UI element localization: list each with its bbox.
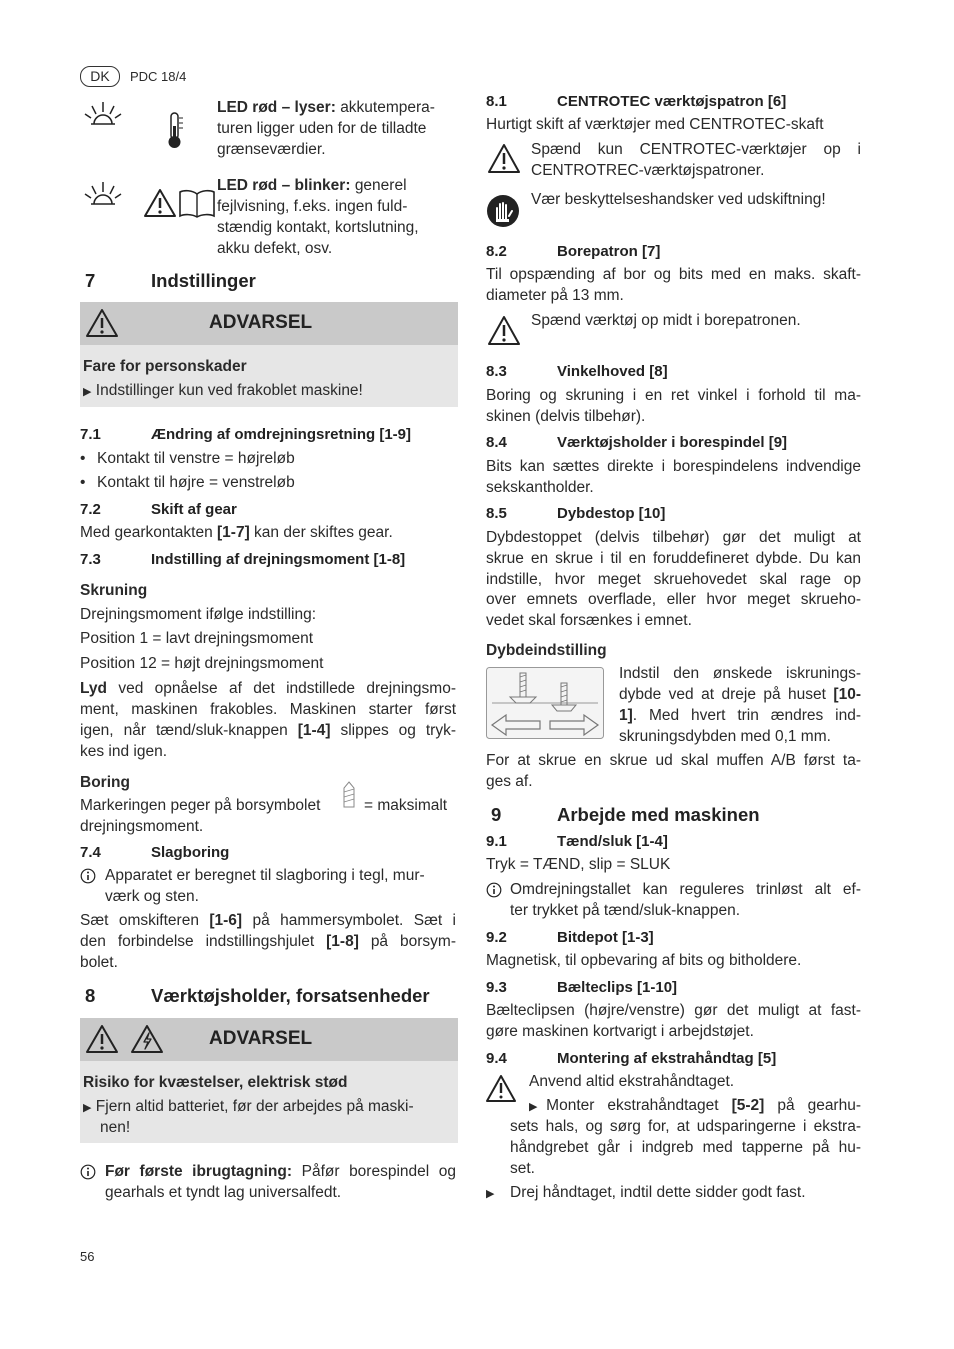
section-title: Ændring af omdrejningsretning [1-9] [151,426,412,443]
warning-text: set. [510,1160,535,1177]
warning-box-header [80,302,458,345]
subheading-skruning: Skruning [80,582,148,599]
paragraph: vedet skal forsænkes i emnet. [486,612,692,629]
warning-text: håndgrebet går i indgreb med tapperne på hu- [510,1139,861,1156]
paragraph: 1]. Med hvert trin ændres ind- [619,707,861,724]
warning-box-header [80,1018,458,1061]
info-text: Apparatet er beregnet til slagboring i tegl, mur- [105,867,425,884]
led-light-icon [83,100,123,132]
warning-title: Fare for personskader [83,358,247,375]
paragraph: Bælteclipsen (højre/venstre) gør det muligt at fast- [486,1002,861,1019]
paragraph: Til opspænding af bor og bits med en maks. skaft- [486,266,861,283]
section-number: 8 [85,985,96,1006]
paragraph: diameter på 13 mm. [486,287,624,304]
page-number: 56 [80,1249,95,1264]
arrow-bullet-icon: ▶ [529,1101,547,1113]
section-number: 8.5 [486,505,507,522]
warning-item [83,380,363,403]
paragraph: For at skrue en skrue ud skal muffen A/B først ta- [486,752,861,769]
paragraph: den forbindelse indstillingshjulet [1-8] på borsym- [80,933,456,950]
section-title: Dybdestop [10] [557,505,666,522]
section-number: 7.1 [80,426,101,443]
electric-shock-icon [130,1024,164,1054]
warning-icon [143,188,177,218]
led-steady-line1 [217,97,435,118]
depth-adjust-illustration [486,667,604,739]
section-title: Bitdepot [1-3] [557,929,654,946]
paragraph: Boring og skruning i en ret vinkel i forhold til ma- [486,387,861,404]
section-title: Værktøjsholder, forsatsenheder [151,985,430,1006]
led-steady-line3: grænseværdier. [217,141,326,158]
info-text: Før første ibrugtagning: Påfør borespindel og [105,1163,457,1180]
warning-icon [485,1074,517,1104]
thermometer-icon [165,112,185,150]
paragraph: skinen (delvis tilbehør). [486,408,646,425]
warning-icon [487,143,521,175]
paragraph: Position 12 = højt drejningsmoment [80,655,324,672]
paragraph: Med gearkontakten [1-7] kan der skiftes gear. [80,524,393,541]
paragraph: Hurtigt skift af værktøjer med CENTROTEC-skaft [486,116,824,133]
section-number: 7.4 [80,844,101,861]
info-text: ter trykket på tænd/sluk-knappen. [510,902,741,919]
warning-label: ADVARSEL [209,1028,313,1049]
paragraph: sekskantholder. [486,479,594,496]
section-number: 8.4 [486,434,507,451]
led-steady-label: LED rød – lyser: [217,99,336,116]
warning-item-text: Indstillinger kun ved frakoblet maskine! [95,382,363,399]
section-title: Indstilling af drejningsmoment [1-8] [151,551,406,568]
info-text: gearhals et tyndt lag universalfedt. [105,1184,342,1201]
section-number: 8.2 [486,243,507,260]
paragraph: over emnets overflade, eller hvor meget skrueho- [486,591,861,608]
subheading-boring: Boring [80,774,130,791]
paragraph: = maksimalt [364,797,448,814]
paragraph: gøre maskinen kortvarigt i arbejdstøjet. [486,1023,754,1040]
section-number: 8.1 [486,93,507,110]
warning-box-s8 [80,1018,458,1143]
paragraph: kes ind igen. [80,743,168,760]
arrow-bullet-icon: ▶ [486,1188,495,1200]
info-icon [486,882,502,898]
paragraph: Indstil den ønskede iskrunings- [619,665,861,682]
paragraph: ment, maskinen frakobles. Maskinen starter først [80,701,456,718]
led-blink-line4: akku defekt, osv. [217,240,333,257]
manual-book-icon [178,188,216,218]
warning-icon [85,308,119,338]
paragraph: skrue en skrue i til en foruddefineret dybde. Du kan [486,550,861,567]
section-title: Vinkelhoved [8] [557,363,668,380]
section-title: Arbejde med maskinen [557,804,760,825]
warning-text: ▶Monter ekstrahåndtaget [5-2] på gearhu- [529,1097,862,1114]
paragraph: ges af. [486,773,533,790]
warning-text: Spænd kun CENTROTEC-værktøjer op i [531,141,861,158]
model-name: PDC 18/4 [130,69,187,84]
arrow-bullet-icon: ▶ [83,386,92,398]
section-number: 7 [85,270,96,291]
led-blink-icon [83,180,123,212]
language-badge [80,66,120,87]
paragraph: skruningsdybden med 0,1 mm. [619,728,831,745]
list-item: ▶ Drej håndtaget, indtil dette sidder godt fast. [486,1182,806,1205]
section-title: Montering af ekstrahåndtag [5] [557,1050,777,1067]
paragraph: bolet. [80,954,118,971]
section-number: 9 [491,804,502,825]
subheading-dybdeindstilling: Dybdeindstilling [486,642,607,659]
info-icon [80,868,96,884]
paragraph: dybde ved at dreje på huset [10- [619,686,861,703]
language-code: DK [90,68,110,84]
list-item: • Kontakt til højre = venstreløb [80,474,295,491]
paragraph: Tryk = TÆND, slip = SLUK [486,856,671,873]
led-blink-line2: fejlvisning, f.eks. ingen fuld- [217,198,408,215]
led-blink-line3: stændig kontakt, kortslutning, [217,219,419,236]
drill-bit-icon [342,781,356,809]
paragraph: Bits kan sættes direkte i borespindelens indvendige [486,458,861,475]
info-icon [80,1164,96,1180]
section-title: Slagboring [151,844,230,861]
warning-title: Risiko for kvæstelser, elektrisk stød [83,1074,348,1091]
reference: [1-7] [217,524,250,541]
warning-item-text: Fjern altid batteriet, før der arbejdes på maski- [95,1098,414,1115]
led-steady-text: akkutempera- [340,99,435,116]
led-blink-text: generel [354,177,407,194]
section-number: 7.2 [80,501,101,518]
led-blink-line1 [217,175,407,196]
section-number: 7.3 [80,551,101,568]
paragraph: Position 1 = lavt drejningsmoment [80,630,314,647]
warning-text: CENTROTREC-værktøjspatroner. [531,162,765,179]
paragraph: Vær beskyttelseshandsker ved udskiftning! [531,191,826,208]
led-blink-label: LED rød – blinker: [217,177,351,194]
info-text: værk og sten. [105,888,199,905]
info-text: Omdrejningstallet kan reguleres trinløst alt ef- [510,881,861,898]
section-title: Tænd/sluk [1-4] [557,833,668,850]
paragraph: igen, når tænd/sluk-knappen [1-4] slippes og tryk- [80,722,456,739]
paragraph: Lyd ved opnåelse af det indstillede drejningsmo- [80,680,456,697]
section-number: 8.3 [486,363,507,380]
warning-label: ADVARSEL [209,312,313,333]
section-number: 9.3 [486,979,507,996]
section-number: 9.4 [486,1050,507,1067]
gloves-icon [486,194,520,228]
warning-icon [487,315,521,347]
section-number: 9.1 [486,833,507,850]
warning-text: Anvend altid ekstrahåndtaget. [529,1073,735,1090]
warning-text: sets hals, og sørg for, at udsparingerne i ekstra- [510,1118,861,1135]
section-title: Indstillinger [151,270,256,291]
paragraph: drejningsmoment. [80,818,204,835]
section-number: 9.2 [486,929,507,946]
paragraph: Markeringen peger på borsymbolet [80,797,321,814]
section-title: Værktøjsholder i borespindel [9] [557,434,788,451]
warning-box-s7 [80,302,458,407]
section-title: Bælteclips [1-10] [557,979,678,996]
warning-icon [85,1024,119,1054]
paragraph: Drejningsmoment ifølge indstilling: [80,606,317,623]
arrow-bullet-icon: ▶ [83,1102,92,1114]
section-title: Skift af gear [151,501,237,518]
section-title: Borepatron [7] [557,243,661,260]
paragraph: indstille, hvor meget skruehovedet skal rage op [486,571,861,588]
paragraph: Sæt omskifteren [1-6] på hammersymbolet. Sæt i [80,912,457,929]
section-title: CENTROTEC værktøjspatron [6] [557,93,787,110]
paragraph: Magnetisk, til opbevaring af bits og bitholdere. [486,952,802,969]
warning-item-text: nen! [100,1119,131,1136]
list-item: • Kontakt til venstre = højreløb [80,450,295,467]
led-steady-line2: turen ligger uden for de tilladte [217,120,427,137]
warning-item [83,1096,414,1119]
paragraph: Dybdestoppet (delvis tilbehør) gør det muligt at [486,529,861,546]
warning-text: Spænd værktøj op midt i borepatronen. [531,312,801,329]
